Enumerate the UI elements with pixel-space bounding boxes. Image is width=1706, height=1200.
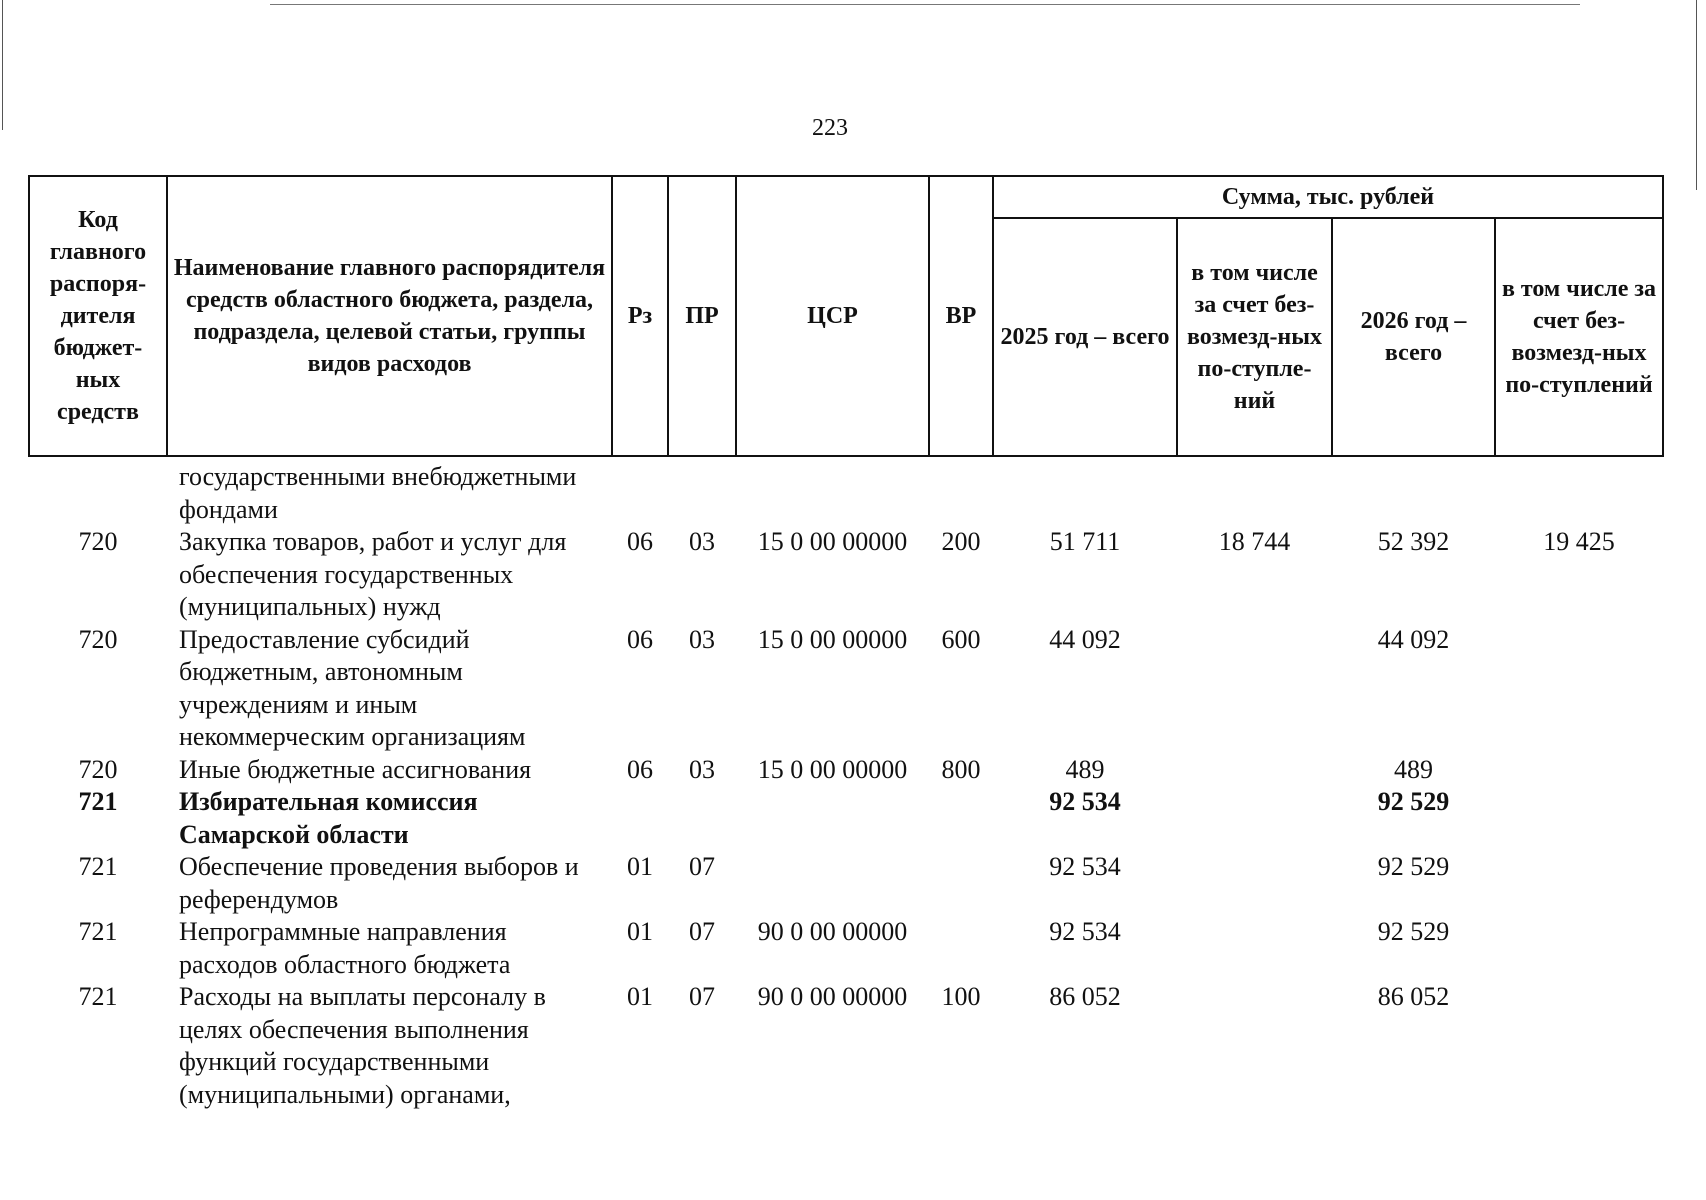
cell-2025-total: 44 092: [1049, 624, 1121, 654]
cell-csr: 90 0 00 00000: [757, 917, 908, 946]
cell-csr: 15 0 00 00000: [757, 527, 908, 556]
cell-pr: [668, 456, 736, 526]
table-row: [29, 624, 1663, 754]
cell-code: 720: [78, 754, 118, 784]
cell-2025-grants: [1177, 916, 1332, 981]
table-row: [29, 526, 1663, 624]
table-header: [29, 176, 1663, 456]
header-rz: Рз: [612, 176, 668, 456]
cell-2026-total: 86 052: [1377, 982, 1450, 1011]
header-csr: ЦСР: [736, 176, 929, 456]
header-sum-group: Сумма, тыс. рублей: [993, 176, 1663, 218]
cell-rz: 06: [627, 754, 653, 784]
scan-edge-top: [270, 4, 1580, 5]
cell-rz: [612, 786, 668, 851]
cell-name: Непрограммные направления расходов областного бюджета: [179, 917, 511, 979]
cell-code: 720: [78, 527, 118, 556]
cell-2026-total: 92 529: [1377, 852, 1450, 881]
cell-vr: [929, 916, 993, 981]
header-name: Наименование главного распорядителя средств областного бюджета, раздела, подраздела, целевой статьи, группы видов расходов: [167, 176, 612, 456]
cell-name: Избирательная комиссия Самарской области: [179, 787, 478, 849]
cell-2026-total: 489: [1394, 754, 1433, 784]
table-row: [29, 456, 1663, 526]
table-row: [29, 981, 1663, 1111]
cell-vr: [929, 851, 993, 916]
cell-2025-grants: 18 744: [1218, 527, 1291, 556]
cell-code: 720: [78, 624, 118, 654]
cell-rz: 06: [627, 527, 653, 556]
cell-pr: 07: [689, 917, 715, 946]
cell-code: 721: [78, 787, 118, 816]
cell-pr: 03: [689, 624, 715, 654]
cell-rz: 01: [627, 917, 653, 946]
budget-table: [28, 175, 1664, 1111]
cell-2026-total: 44 092: [1377, 624, 1450, 654]
header-2025-total: 2025 год – всего: [993, 218, 1177, 456]
cell-pr: 03: [689, 754, 715, 784]
cell-2025-grants: [1177, 851, 1332, 916]
cell-2026-grants: [1495, 981, 1663, 1111]
header-code: Код главного распоря-дителя бюджет-ных средств: [29, 176, 167, 456]
cell-code: 721: [78, 917, 118, 946]
cell-vr: 200: [941, 527, 981, 556]
cell-vr: [929, 786, 993, 851]
table-row: [29, 851, 1663, 916]
cell-name: Расходы на выплаты персоналу в целях обеспечения выполнения функций государственными (муниципальными) органами,: [179, 982, 546, 1109]
cell-name: Предоставление субсидий бюджетным, автономным учреждениям и иным некоммерческим организациям: [179, 624, 526, 751]
cell-2025-total: 86 052: [1049, 982, 1121, 1011]
cell-2026-total: 92 529: [1377, 787, 1450, 816]
cell-2025-total: 92 534: [1049, 852, 1121, 881]
cell-rz: 01: [627, 852, 653, 881]
cell-name: Закупка товаров, работ и услуг для обеспечения государственных (муниципальных) нужд: [179, 527, 567, 621]
page-number: 223: [812, 115, 848, 141]
cell-vr: [929, 456, 993, 526]
cell-vr: 100: [941, 982, 981, 1011]
cell-csr: [736, 456, 929, 526]
cell-vr: 800: [941, 754, 981, 784]
cell-2026-grants: [1495, 624, 1663, 754]
cell-2025-total: 92 534: [1049, 787, 1121, 816]
cell-csr: [736, 786, 929, 851]
cell-2025-total: [993, 456, 1177, 526]
cell-csr: [736, 851, 929, 916]
cell-rz: 06: [627, 624, 653, 654]
cell-2025-grants: [1177, 786, 1332, 851]
cell-2025-grants: [1177, 624, 1332, 754]
cell-code: [29, 456, 167, 526]
cell-rz: [612, 456, 668, 526]
cell-code: 721: [78, 852, 118, 881]
cell-code: 721: [78, 982, 118, 1011]
cell-2025-grants: [1177, 981, 1332, 1111]
header-2025-grants: в том числе за счет без-возмезд-ных по-ступле-ний: [1177, 218, 1332, 456]
cell-rz: 01: [627, 982, 653, 1011]
cell-2026-grants: [1495, 754, 1663, 787]
cell-vr: 600: [941, 624, 981, 654]
cell-pr: 07: [689, 852, 715, 881]
cell-name: государственными внебюджетными фондами: [179, 462, 577, 524]
header-2026-grants: в том числе за счет без-возмезд-ных по-ступлений: [1495, 218, 1663, 456]
cell-2026-total: 52 392: [1377, 527, 1450, 556]
table-body: [29, 456, 1663, 1111]
cell-name: Обеспечение проведения выборов и референдумов: [179, 852, 579, 914]
cell-csr: 90 0 00 00000: [757, 982, 908, 1011]
table-row: [29, 916, 1663, 981]
cell-csr: 15 0 00 00000: [757, 754, 908, 784]
cell-2026-grants: 19 425: [1543, 527, 1615, 556]
scan-edge-left: [2, 0, 3, 130]
cell-pr: 07: [689, 982, 715, 1011]
table-row: [29, 786, 1663, 851]
cell-csr: 15 0 00 00000: [757, 624, 908, 654]
cell-2026-grants: [1495, 916, 1663, 981]
cell-2025-grants: [1177, 456, 1332, 526]
header-vr: ВР: [929, 176, 993, 456]
cell-2025-grants: [1177, 754, 1332, 787]
cell-2026-grants: [1495, 786, 1663, 851]
header-2026-total: 2026 год – всего: [1332, 218, 1495, 456]
cell-pr: 03: [689, 527, 715, 556]
cell-2026-grants: [1495, 456, 1663, 526]
cell-2025-total: 489: [1065, 754, 1105, 784]
cell-2025-total: 51 711: [1049, 527, 1121, 556]
scan-edge-right: [1696, 0, 1697, 190]
cell-2026-total: 92 529: [1377, 917, 1450, 946]
cell-2026-grants: [1495, 851, 1663, 916]
header-pr: ПР: [668, 176, 736, 456]
table-row: [29, 754, 1663, 787]
cell-name: Иные бюджетные ассигнования: [179, 754, 532, 784]
cell-2025-total: 92 534: [1049, 917, 1121, 946]
cell-2026-total: [1332, 456, 1495, 526]
cell-pr: [668, 786, 736, 851]
